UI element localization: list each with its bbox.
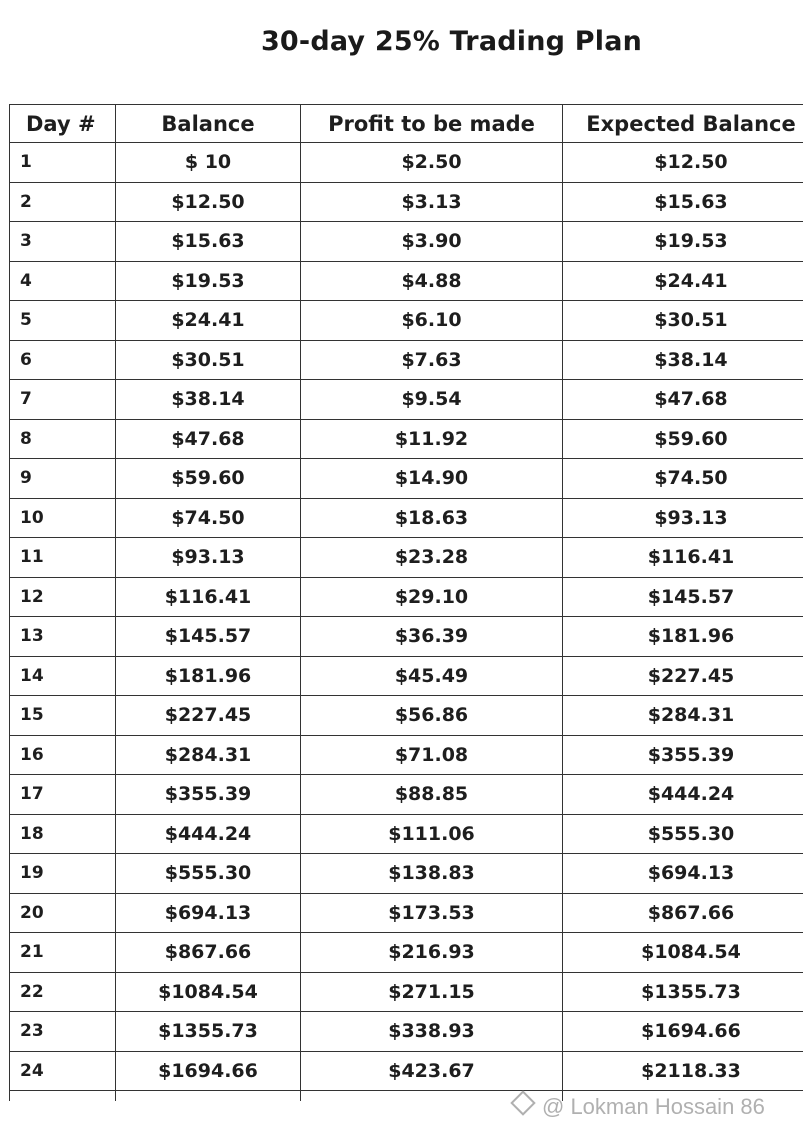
cell-profit: $14.90: [301, 459, 563, 499]
cell-balance: $93.13: [116, 538, 301, 578]
cell-day: 12: [10, 577, 116, 617]
watermark-logo-icon: [510, 1090, 535, 1115]
table-row: [10, 775, 803, 815]
cell-profit: $88.85: [301, 775, 563, 815]
cell-day: 14: [10, 656, 116, 696]
cell-expected-balance: $694.13: [563, 854, 803, 894]
cell-balance: $19.53: [116, 261, 301, 301]
cell-profit: $18.63: [301, 498, 563, 538]
cell-expected-balance: $355.39: [563, 735, 803, 775]
cell-profit: $423.67: [301, 1051, 563, 1091]
header-day: Day #: [10, 105, 116, 143]
cell-balance: $355.39: [116, 775, 301, 815]
table-row: [10, 1012, 803, 1052]
cell-balance: $47.68: [116, 419, 301, 459]
cell-balance: $30.51: [116, 340, 301, 380]
cell-profit: $3.13: [301, 182, 563, 222]
cell-expected-balance: $1355.73: [563, 972, 803, 1012]
cell-balance: $867.66: [116, 933, 301, 973]
cell-day: 2: [10, 182, 116, 222]
cell-profit: $2.50: [301, 143, 563, 183]
cell-day: 19: [10, 854, 116, 894]
cell-day: 13: [10, 617, 116, 657]
table-row: [10, 854, 803, 894]
table-row: [10, 577, 803, 617]
cell-profit: $29.10: [301, 577, 563, 617]
table-body: [10, 143, 803, 1102]
cell-balance: $227.45: [116, 696, 301, 736]
watermark-text: @ Lokman Hossain 86: [542, 1094, 765, 1119]
table-row: [10, 735, 803, 775]
table-row: [10, 893, 803, 933]
cell-day: 21: [10, 933, 116, 973]
cutoff-cell: [116, 1091, 301, 1102]
cell-day: 3: [10, 222, 116, 262]
table-row: [10, 419, 803, 459]
cell-expected-balance: $181.96: [563, 617, 803, 657]
cell-day: 23: [10, 1012, 116, 1052]
cell-day: 11: [10, 538, 116, 578]
table-row: [10, 696, 803, 736]
table-header-row: [10, 105, 803, 143]
cell-profit: $56.86: [301, 696, 563, 736]
header-profit: Profit to be made: [301, 105, 563, 143]
cell-expected-balance: $15.63: [563, 182, 803, 222]
cell-balance: $444.24: [116, 814, 301, 854]
header-expected-balance: Expected Balance: [563, 105, 803, 143]
cell-balance: $284.31: [116, 735, 301, 775]
cell-expected-balance: $30.51: [563, 301, 803, 341]
cell-expected-balance: $93.13: [563, 498, 803, 538]
cell-expected-balance: $444.24: [563, 775, 803, 815]
cell-balance: $74.50: [116, 498, 301, 538]
cell-profit: $71.08: [301, 735, 563, 775]
cell-balance: $1355.73: [116, 1012, 301, 1052]
watermark: [514, 1094, 765, 1120]
table-row: [10, 380, 803, 420]
cell-expected-balance: $867.66: [563, 893, 803, 933]
cell-day: 22: [10, 972, 116, 1012]
cell-expected-balance: $24.41: [563, 261, 803, 301]
cell-expected-balance: $1694.66: [563, 1012, 803, 1052]
cell-profit: $23.28: [301, 538, 563, 578]
cell-balance: $116.41: [116, 577, 301, 617]
cell-expected-balance: $74.50: [563, 459, 803, 499]
table-row: [10, 222, 803, 262]
cell-balance: $181.96: [116, 656, 301, 696]
table-row: [10, 182, 803, 222]
cell-expected-balance: $19.53: [563, 222, 803, 262]
cell-profit: $3.90: [301, 222, 563, 262]
cell-profit: $6.10: [301, 301, 563, 341]
cell-balance: $15.63: [116, 222, 301, 262]
cell-day: 16: [10, 735, 116, 775]
cell-day: 24: [10, 1051, 116, 1091]
cell-profit: $216.93: [301, 933, 563, 973]
cell-balance: $ 10: [116, 143, 301, 183]
cell-balance: $38.14: [116, 380, 301, 420]
cell-expected-balance: $2118.33: [563, 1051, 803, 1091]
cell-day: 6: [10, 340, 116, 380]
cell-profit: $4.88: [301, 261, 563, 301]
cell-expected-balance: $47.68: [563, 380, 803, 420]
cell-day: 15: [10, 696, 116, 736]
cell-profit: $9.54: [301, 380, 563, 420]
cell-expected-balance: $116.41: [563, 538, 803, 578]
cell-day: 7: [10, 380, 116, 420]
cell-day: 9: [10, 459, 116, 499]
page-title: 30-day 25% Trading Plan: [260, 26, 643, 57]
trading-plan-table: [9, 104, 803, 1101]
cell-balance: $59.60: [116, 459, 301, 499]
table-row: [10, 301, 803, 341]
table-row: [10, 459, 803, 499]
table-row: [10, 1051, 803, 1091]
cell-expected-balance: $12.50: [563, 143, 803, 183]
cell-profit: $271.15: [301, 972, 563, 1012]
cell-profit: $45.49: [301, 656, 563, 696]
cell-profit: $11.92: [301, 419, 563, 459]
cell-expected-balance: $555.30: [563, 814, 803, 854]
cell-day: 4: [10, 261, 116, 301]
table-row: [10, 972, 803, 1012]
cell-profit: $338.93: [301, 1012, 563, 1052]
table-row: [10, 261, 803, 301]
table-row: [10, 814, 803, 854]
cell-balance: $555.30: [116, 854, 301, 894]
cell-day: 1: [10, 143, 116, 183]
cell-day: 8: [10, 419, 116, 459]
cell-expected-balance: $227.45: [563, 656, 803, 696]
cell-balance: $1084.54: [116, 972, 301, 1012]
table-row: [10, 143, 803, 183]
cell-profit: $173.53: [301, 893, 563, 933]
cutoff-cell: [10, 1091, 116, 1102]
cell-expected-balance: $1084.54: [563, 933, 803, 973]
header-balance: Balance: [116, 105, 301, 143]
cell-expected-balance: $145.57: [563, 577, 803, 617]
cell-day: 18: [10, 814, 116, 854]
cell-profit: $111.06: [301, 814, 563, 854]
cell-balance: $12.50: [116, 182, 301, 222]
table-row: [10, 498, 803, 538]
table-row: [10, 340, 803, 380]
cell-day: 17: [10, 775, 116, 815]
cell-day: 10: [10, 498, 116, 538]
cell-balance: $145.57: [116, 617, 301, 657]
table-row: [10, 538, 803, 578]
cell-expected-balance: $284.31: [563, 696, 803, 736]
cell-profit: $138.83: [301, 854, 563, 894]
table-row: [10, 656, 803, 696]
cell-expected-balance: $38.14: [563, 340, 803, 380]
cell-balance: $24.41: [116, 301, 301, 341]
cell-day: 5: [10, 301, 116, 341]
cell-profit: $7.63: [301, 340, 563, 380]
cell-balance: $694.13: [116, 893, 301, 933]
table-row: [10, 933, 803, 973]
cell-balance: $1694.66: [116, 1051, 301, 1091]
cell-profit: $36.39: [301, 617, 563, 657]
table-row: [10, 617, 803, 657]
cell-day: 20: [10, 893, 116, 933]
cell-expected-balance: $59.60: [563, 419, 803, 459]
